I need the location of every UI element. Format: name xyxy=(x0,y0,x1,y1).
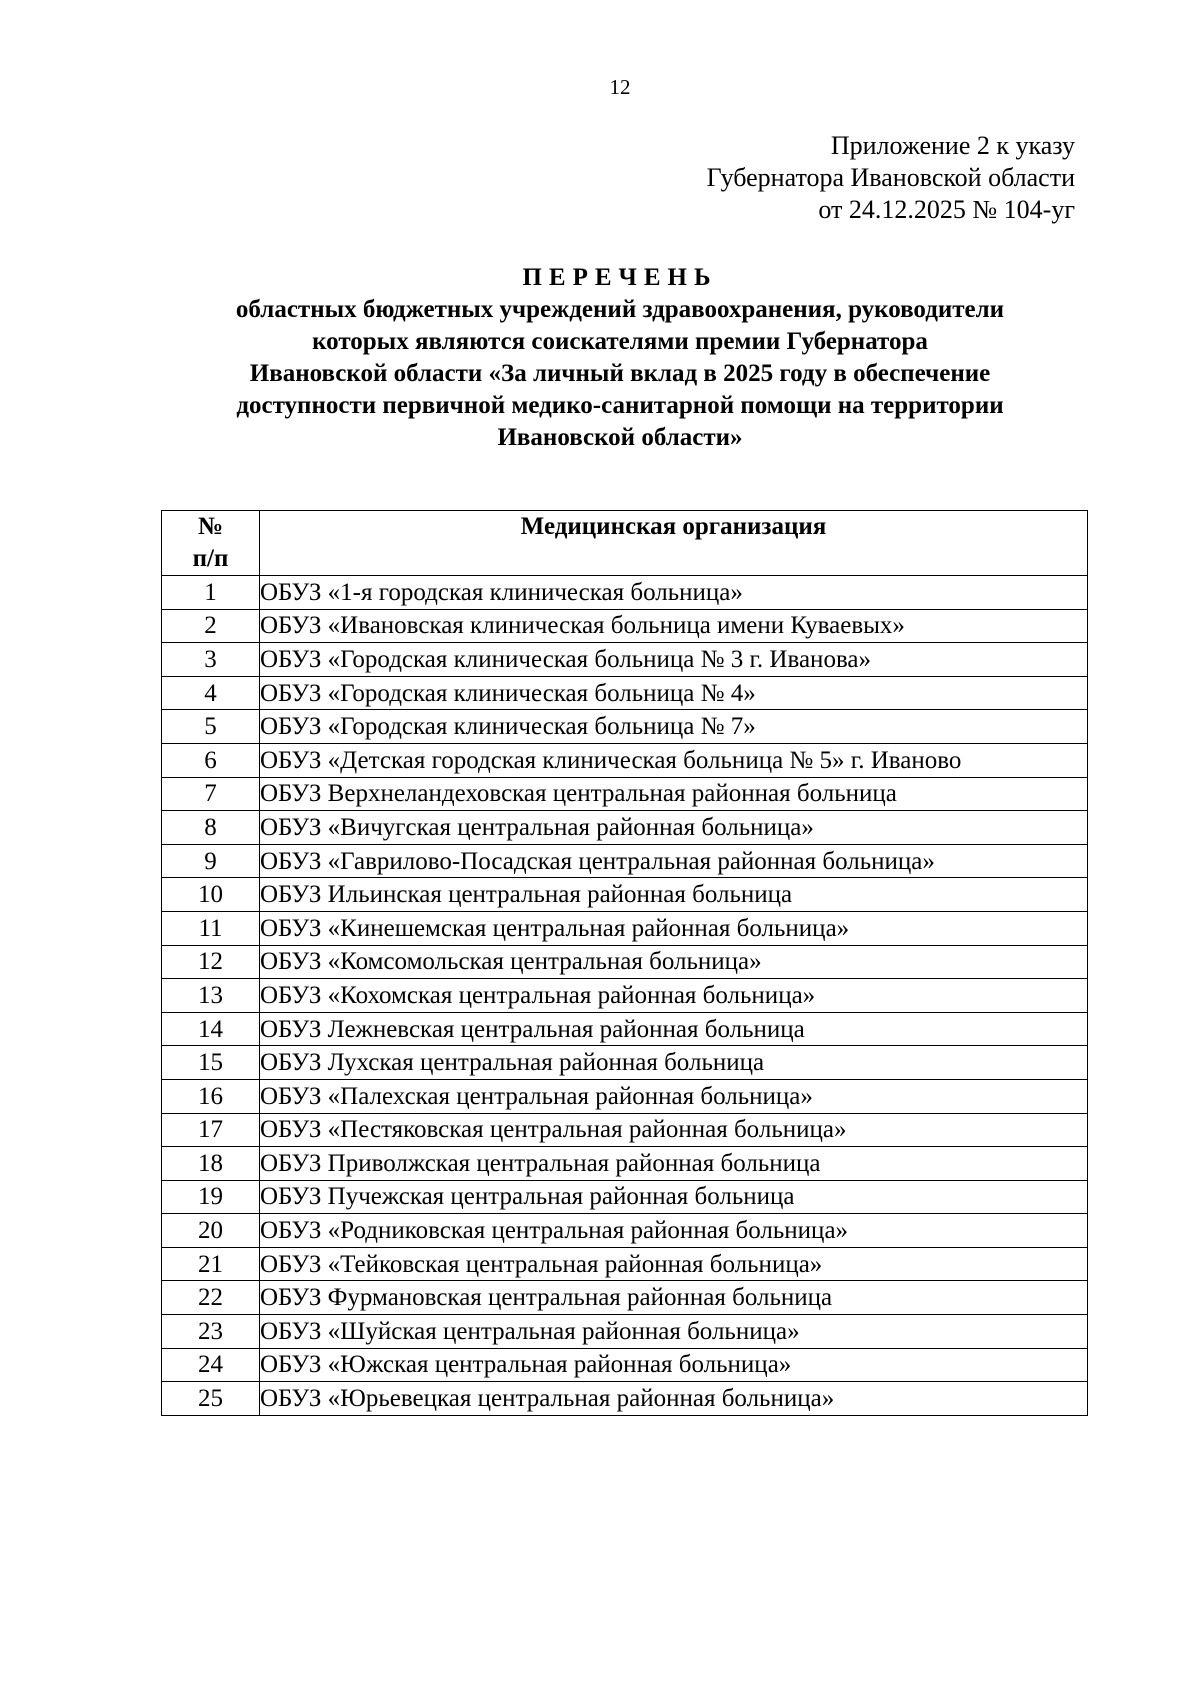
subtitle-line: Ивановской области» xyxy=(497,424,743,451)
table-row xyxy=(162,1382,1088,1416)
row-number: 5 xyxy=(162,710,260,744)
row-number: 24 xyxy=(162,1348,260,1382)
table-row xyxy=(162,1079,1088,1113)
row-number: 22 xyxy=(162,1281,260,1315)
organization-name: ОБУЗ «1-я городская клиническая больница» xyxy=(260,576,1088,610)
appendix-line: Приложение 2 к указу xyxy=(830,131,1075,160)
organization-name: ОБУЗ Лухская центральная районная больница xyxy=(260,1046,1088,1080)
subtitle-line: доступности первичной медико-санитарной помощи на территории xyxy=(236,392,1004,419)
appendix-header xyxy=(707,130,1075,226)
organization-name: ОБУЗ «Пестяковская центральная районная больница» xyxy=(260,1113,1088,1147)
subtitle-line: Ивановской области «За личный вклад в 2025 году в обеспечение xyxy=(249,360,991,387)
table-row xyxy=(162,576,1088,610)
column-header-number xyxy=(162,511,260,576)
document-title: ПЕРЕЧЕНЬ xyxy=(522,264,718,291)
row-number: 6 xyxy=(162,743,260,777)
appendix-line: Губернатора Ивановской области xyxy=(706,163,1075,192)
row-number: 15 xyxy=(162,1046,260,1080)
table-body xyxy=(162,576,1088,1416)
organization-name: ОБУЗ Лежневская центральная районная больница xyxy=(260,1012,1088,1046)
table-row xyxy=(162,1348,1088,1382)
row-number: 8 xyxy=(162,811,260,845)
subtitle-line: которых являются соискателями премии Губернатора xyxy=(312,328,928,355)
organization-name: ОБУЗ «Городская клиническая больница № 7» xyxy=(260,710,1088,744)
organization-name: ОБУЗ «Детская городская клиническая больница № 5» г. Иваново xyxy=(260,743,1088,777)
organization-name: ОБУЗ «Комсомольская центральная больница» xyxy=(260,945,1088,979)
table-row xyxy=(162,979,1088,1013)
table-row xyxy=(162,1214,1088,1248)
table-row xyxy=(162,1281,1088,1315)
row-number: 17 xyxy=(162,1113,260,1147)
row-number: 20 xyxy=(162,1214,260,1248)
table-row xyxy=(162,911,1088,945)
organization-name: ОБУЗ Пучежская центральная районная больница xyxy=(260,1180,1088,1214)
table-row xyxy=(162,1147,1088,1181)
row-number: 14 xyxy=(162,1012,260,1046)
row-number: 18 xyxy=(162,1147,260,1181)
row-number: 7 xyxy=(162,777,260,811)
column-header-number-abbr: п/п xyxy=(192,545,229,572)
organization-name: ОБУЗ Фурмановская центральная районная больница xyxy=(260,1281,1088,1315)
row-number: 23 xyxy=(162,1315,260,1349)
table-row xyxy=(162,710,1088,744)
row-number: 10 xyxy=(162,878,260,912)
row-number: 2 xyxy=(162,609,260,643)
organization-name: ОБУЗ «Родниковская центральная районная больница» xyxy=(260,1214,1088,1248)
appendix-line: от 24.12.2025 № 104-уг xyxy=(818,195,1075,224)
organization-name: ОБУЗ «Шуйская центральная районная больница» xyxy=(260,1315,1088,1349)
organization-name: ОБУЗ «Юрьевецкая центральная районная больница» xyxy=(260,1382,1088,1416)
row-number: 13 xyxy=(162,979,260,1013)
organization-name: ОБУЗ «Ивановская клиническая больница имени Куваевых» xyxy=(260,609,1088,643)
row-number: 1 xyxy=(162,576,260,610)
row-number: 21 xyxy=(162,1247,260,1281)
table-row xyxy=(162,811,1088,845)
table-row xyxy=(162,945,1088,979)
column-header-organization: Медицинская организация xyxy=(260,511,1088,576)
table-row xyxy=(162,1315,1088,1349)
row-number: 3 xyxy=(162,643,260,677)
column-header-number-sign: № xyxy=(197,513,224,540)
row-number: 12 xyxy=(162,945,260,979)
row-number: 25 xyxy=(162,1382,260,1416)
organization-name: ОБУЗ Приволжская центральная районная больница xyxy=(260,1147,1088,1181)
table-row xyxy=(162,878,1088,912)
table-row xyxy=(162,743,1088,777)
organization-name: ОБУЗ «Кинешемская центральная районная больница» xyxy=(260,911,1088,945)
table-row xyxy=(162,844,1088,878)
organization-name: ОБУЗ «Вичугская центральная районная больница» xyxy=(260,811,1088,845)
table-row xyxy=(162,609,1088,643)
row-number: 4 xyxy=(162,676,260,710)
table-row xyxy=(162,1046,1088,1080)
row-number: 9 xyxy=(162,844,260,878)
organization-name: ОБУЗ «Тейковская центральная районная больница» xyxy=(260,1247,1088,1281)
row-number: 11 xyxy=(162,911,260,945)
organization-name: ОБУЗ «Гаврилово-Посадская центральная районная больница» xyxy=(260,844,1088,878)
organization-name: ОБУЗ «Кохомская центральная районная больница» xyxy=(260,979,1088,1013)
table-row xyxy=(162,676,1088,710)
table-header-row xyxy=(162,511,1088,576)
table-row xyxy=(162,1247,1088,1281)
row-number: 16 xyxy=(162,1079,260,1113)
organization-name: ОБУЗ «Палехская центральная районная больница» xyxy=(260,1079,1088,1113)
organizations-table xyxy=(161,510,1088,1416)
table-row xyxy=(162,1113,1088,1147)
table-row xyxy=(162,643,1088,677)
organization-name: ОБУЗ «Городская клиническая больница № 3 г. Иванова» xyxy=(260,643,1088,677)
subtitle-line: областных бюджетных учреждений здравоохранения, руководители xyxy=(235,296,1005,323)
table-row xyxy=(162,777,1088,811)
table-row xyxy=(162,1180,1088,1214)
organization-name: ОБУЗ Верхнеландеховская центральная районная больница xyxy=(260,777,1088,811)
organization-name: ОБУЗ «Городская клиническая больница № 4» xyxy=(260,676,1088,710)
table-row xyxy=(162,1012,1088,1046)
organization-name: ОБУЗ Ильинская центральная районная больница xyxy=(260,878,1088,912)
page-number: 12 xyxy=(609,75,631,99)
row-number: 19 xyxy=(162,1180,260,1214)
organization-name: ОБУЗ «Южская центральная районная больница» xyxy=(260,1348,1088,1382)
document-subtitle xyxy=(0,294,1200,454)
